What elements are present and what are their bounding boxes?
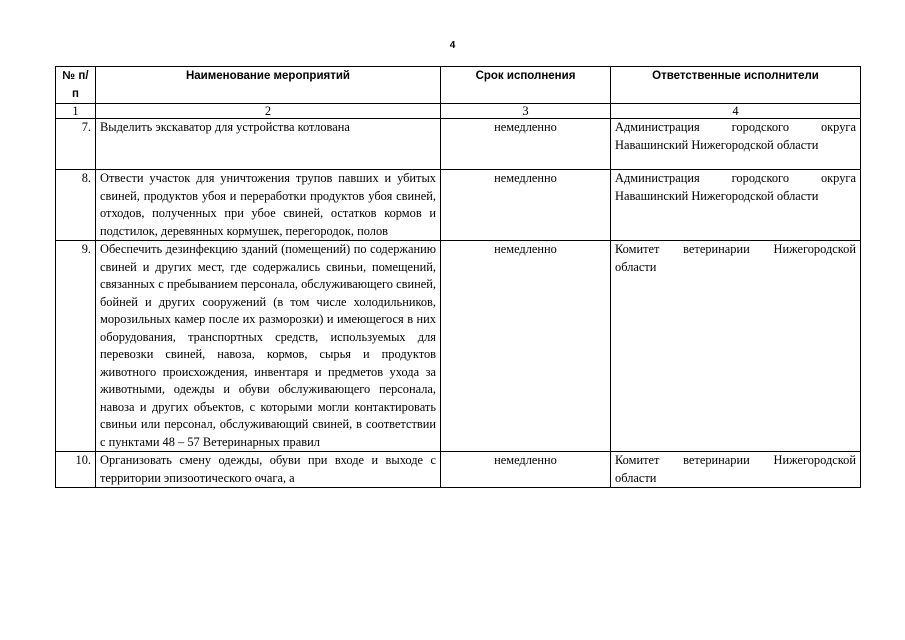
header-row [56, 67, 861, 104]
row-term: немедленно [441, 119, 611, 170]
index-cell: 4 [611, 104, 861, 119]
header-term: Срок исполнения [441, 67, 611, 104]
column-index-row [56, 104, 861, 119]
measures-table [55, 66, 861, 488]
index-cell: 2 [96, 104, 441, 119]
index-cell: 3 [441, 104, 611, 119]
row-term: немедленно [441, 241, 611, 452]
row-term: немедленно [441, 452, 611, 488]
row-num: 8. [56, 170, 96, 241]
row-num: 9. [56, 241, 96, 452]
index-cell: 1 [56, 104, 96, 119]
header-name: Наименование мероприятий [96, 67, 441, 104]
row-term: немедленно [441, 170, 611, 241]
row-name: Обеспечить дезинфекцию зданий (помещений) по содержанию свиней и других мест, где содержались свиньи, помещений, связанных с пребыванием персонала, обслуживающего свиней, бойней и других сооружений (в том числе холодильников, морозильных камер после их разморозки) и имеющегося в них оборудования, транспортных средств, используемых для перевозки свиней, навоза, кормов, сырья и продуктов животного происхождения, инвентаря и предметов ухода за животными, одежды и обуви обслуживающего персонала, навоза и других объектов, с которыми могли контактировать свиньи или персонал, обслуживающий свиней, в соответствии с пунктами 48 – 57 Ветеринарных правил [96, 241, 441, 452]
header-responsible: Ответственные исполнители [611, 67, 861, 104]
row-num: 10. [56, 452, 96, 488]
row-responsible: Комитет ветеринарии Нижегородской области [611, 241, 861, 452]
row-responsible: Администрация городского округа Навашинский Нижегородской области [611, 119, 861, 170]
table-row [56, 241, 861, 452]
row-num: 7. [56, 119, 96, 170]
row-responsible: Администрация городского округа Навашинский Нижегородской области [611, 170, 861, 241]
row-name: Отвести участок для уничтожения трупов павших и убитых свиней, продуктов убоя и переработки продуктов убоя свиней, отходов, полученных при убое свиней, остатков кормов и подстилок, деревянных кормушек, перегородок, полов [96, 170, 441, 241]
row-name: Выделить экскаватор для устройства котлована [96, 119, 441, 170]
table-row [56, 170, 861, 241]
row-responsible: Комитет ветеринарии Нижегородской области [611, 452, 861, 488]
table-row [56, 452, 861, 488]
page-number: 4 [449, 40, 456, 51]
row-name: Организовать смену одежды, обуви при входе и выходе с территории эпизоотического очага, а [96, 452, 441, 488]
header-num: № п/п [56, 67, 96, 104]
table-row [56, 119, 861, 170]
